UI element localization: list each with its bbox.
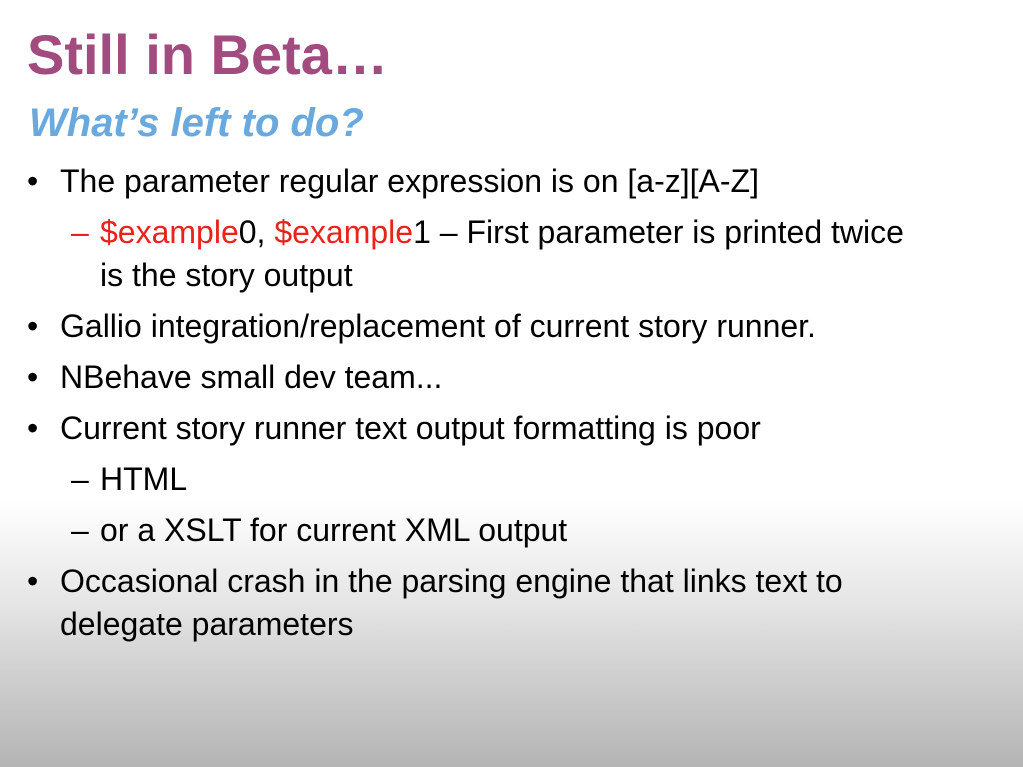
dash-icon: – [71, 512, 89, 548]
bullet-item [0, 356, 960, 399]
dash-icon: – [71, 214, 89, 250]
bullet-icon: • [27, 359, 39, 395]
bullet-text: Gallio integration/replacement of current story runner. [60, 308, 816, 344]
dash-icon: – [71, 461, 89, 497]
bullet-icon: • [27, 563, 39, 599]
bullet-item [0, 305, 960, 348]
bullet-item [0, 160, 960, 203]
bullet-text: HTML [100, 461, 188, 497]
highlighted-variable: $example [274, 214, 414, 250]
bullet-text: The parameter regular expression is on [a-z][A-Z] [60, 163, 759, 199]
bullet-icon: • [27, 308, 39, 344]
bullet-text: Occasional crash in the parsing engine that links text to delegate parameters [60, 563, 843, 642]
bullet-text: 1 – First parameter is printed twice is the story output [100, 214, 904, 293]
bullet-icon: • [27, 410, 39, 446]
bullet-icon: • [27, 163, 39, 199]
highlighted-variable: $example [100, 214, 239, 250]
sub-bullet-item [0, 458, 930, 501]
slide-title: Still in Beta… [27, 23, 388, 86]
bullet-text: NBehave small dev team... [60, 359, 443, 395]
bullet-item [0, 407, 960, 450]
sub-bullet-item [0, 509, 930, 552]
bullet-text: 0, [238, 214, 275, 250]
bullet-item [0, 560, 960, 646]
bullet-text: or a XSLT for current XML output [100, 512, 568, 548]
slide-subtitle: What’s left to do? [29, 101, 364, 145]
bullet-list [0, 156, 1023, 646]
bullet-text: Current story runner text output formatting is poor [60, 410, 761, 446]
sub-bullet-item [0, 211, 930, 297]
